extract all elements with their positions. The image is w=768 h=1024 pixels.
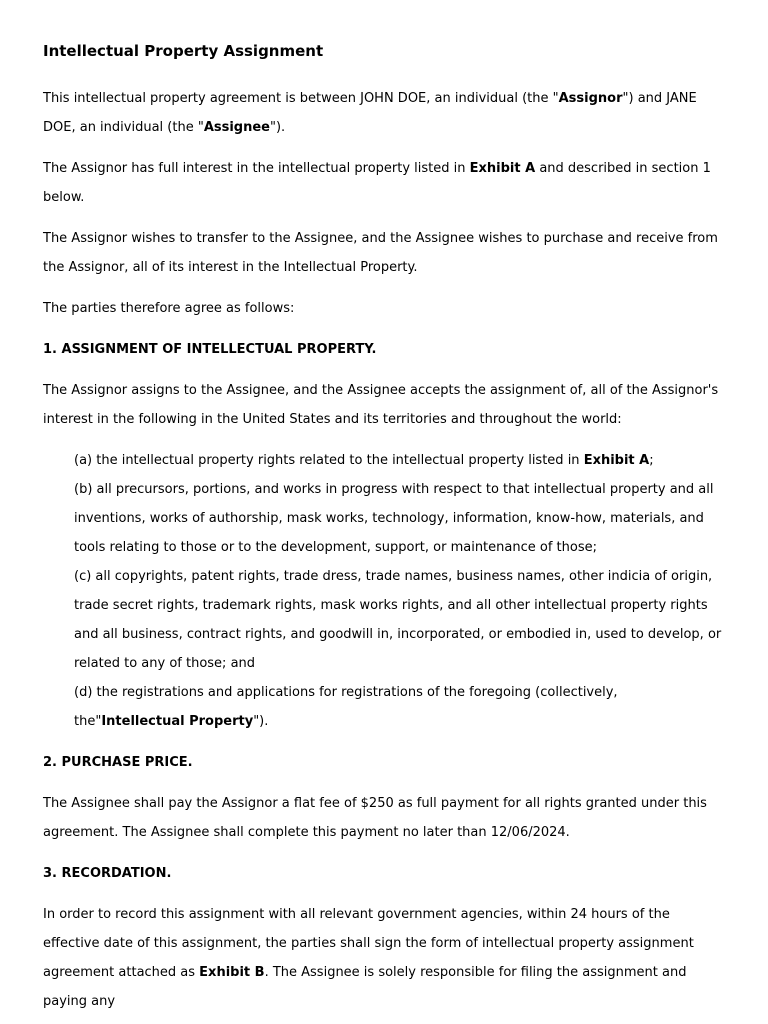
assignee-term: Assignee: [203, 120, 270, 135]
intro-text-1: This intellectual property agreement is between JOHN DOE, an individual (the ": [43, 91, 559, 106]
item-a-text-1: (a) the intellectual property rights related to the intellectual property listed in: [74, 453, 584, 468]
recital-paragraph-1: [43, 154, 724, 212]
section3-text-1: In order to record this assignment with all relevant government agencies, within 24 hours of the effective date of this assignment, the parties shall sign the form of intellectual property assignment agreement attached as: [43, 907, 694, 980]
item-d-text-2: ").: [253, 714, 269, 729]
item-a-text-2: ;: [649, 453, 654, 468]
intro-text-3: ").: [270, 120, 286, 135]
exhibit-b-term: Exhibit B: [199, 965, 265, 980]
document-title: Intellectual Property Assignment: [43, 42, 324, 60]
intellectual-property-term: Intellectual Property: [101, 714, 254, 729]
section-2-heading: 2. PURCHASE PRICE.: [43, 755, 193, 770]
recital-paragraph-3: The parties therefore agree as follows:: [43, 301, 295, 316]
intro-text-2: ") and JANE DOE, an individual (the ": [43, 91, 697, 135]
list-item-b: (b) all precursors, portions, and works in progress with respect to that intellectual property and all inventions, works of authorship, mask works, technology, information, know-how, materials, and tools relating to those or to the development, support, or maintenance of those;: [74, 482, 714, 555]
item-d-text-1: (d) the registrations and applications for registrations of the foregoing (collectively, the": [74, 685, 618, 729]
section-2-body: The Assignee shall pay the Assignor a flat fee of $250 as full payment for all rights granted under this agreement. The Assignee shall complete this payment no later than 12/06/2024.: [43, 796, 707, 840]
recital1-text-2: and described in section 1 below.: [43, 161, 711, 205]
assignor-term: Assignor: [558, 91, 623, 106]
section-1-heading: 1. ASSIGNMENT OF INTELLECTUAL PROPERTY.: [43, 342, 377, 357]
recital-paragraph-2: The Assignor wishes to transfer to the Assignee, and the Assignee wishes to purchase and receive from the Assignor, all of its interest in the Intellectual Property.: [43, 231, 718, 275]
recital1-text-1: The Assignor has full interest in the intellectual property listed in: [43, 161, 470, 176]
section-1-body: The Assignor assigns to the Assignee, and the Assignee accepts the assignment of, all of the Assignor's interest in the following in the United States and its territories and throughout the world:: [43, 383, 719, 427]
section3-text-2: . The Assignee is solely responsible for filing the assignment and paying any: [43, 965, 687, 1009]
section-3-heading: 3. RECORDATION.: [43, 866, 172, 881]
section-3-body: [43, 900, 724, 1016]
list-item-a: [74, 446, 724, 475]
list-item-d: [74, 678, 724, 736]
intro-paragraph: [43, 84, 724, 142]
list-item-c: (c) all copyrights, patent rights, trade dress, trade names, business names, other indicia of origin, trade secret rights, trademark rights, mask works rights, and all other intellectual property rights and all business, contract rights, and goodwill in, incorporated, or embodied in, used to develop, or related to any of those; and: [74, 569, 722, 671]
exhibit-a-term: Exhibit A: [583, 453, 650, 468]
assignment-list: [43, 446, 724, 736]
exhibit-a-term: Exhibit A: [469, 161, 536, 176]
